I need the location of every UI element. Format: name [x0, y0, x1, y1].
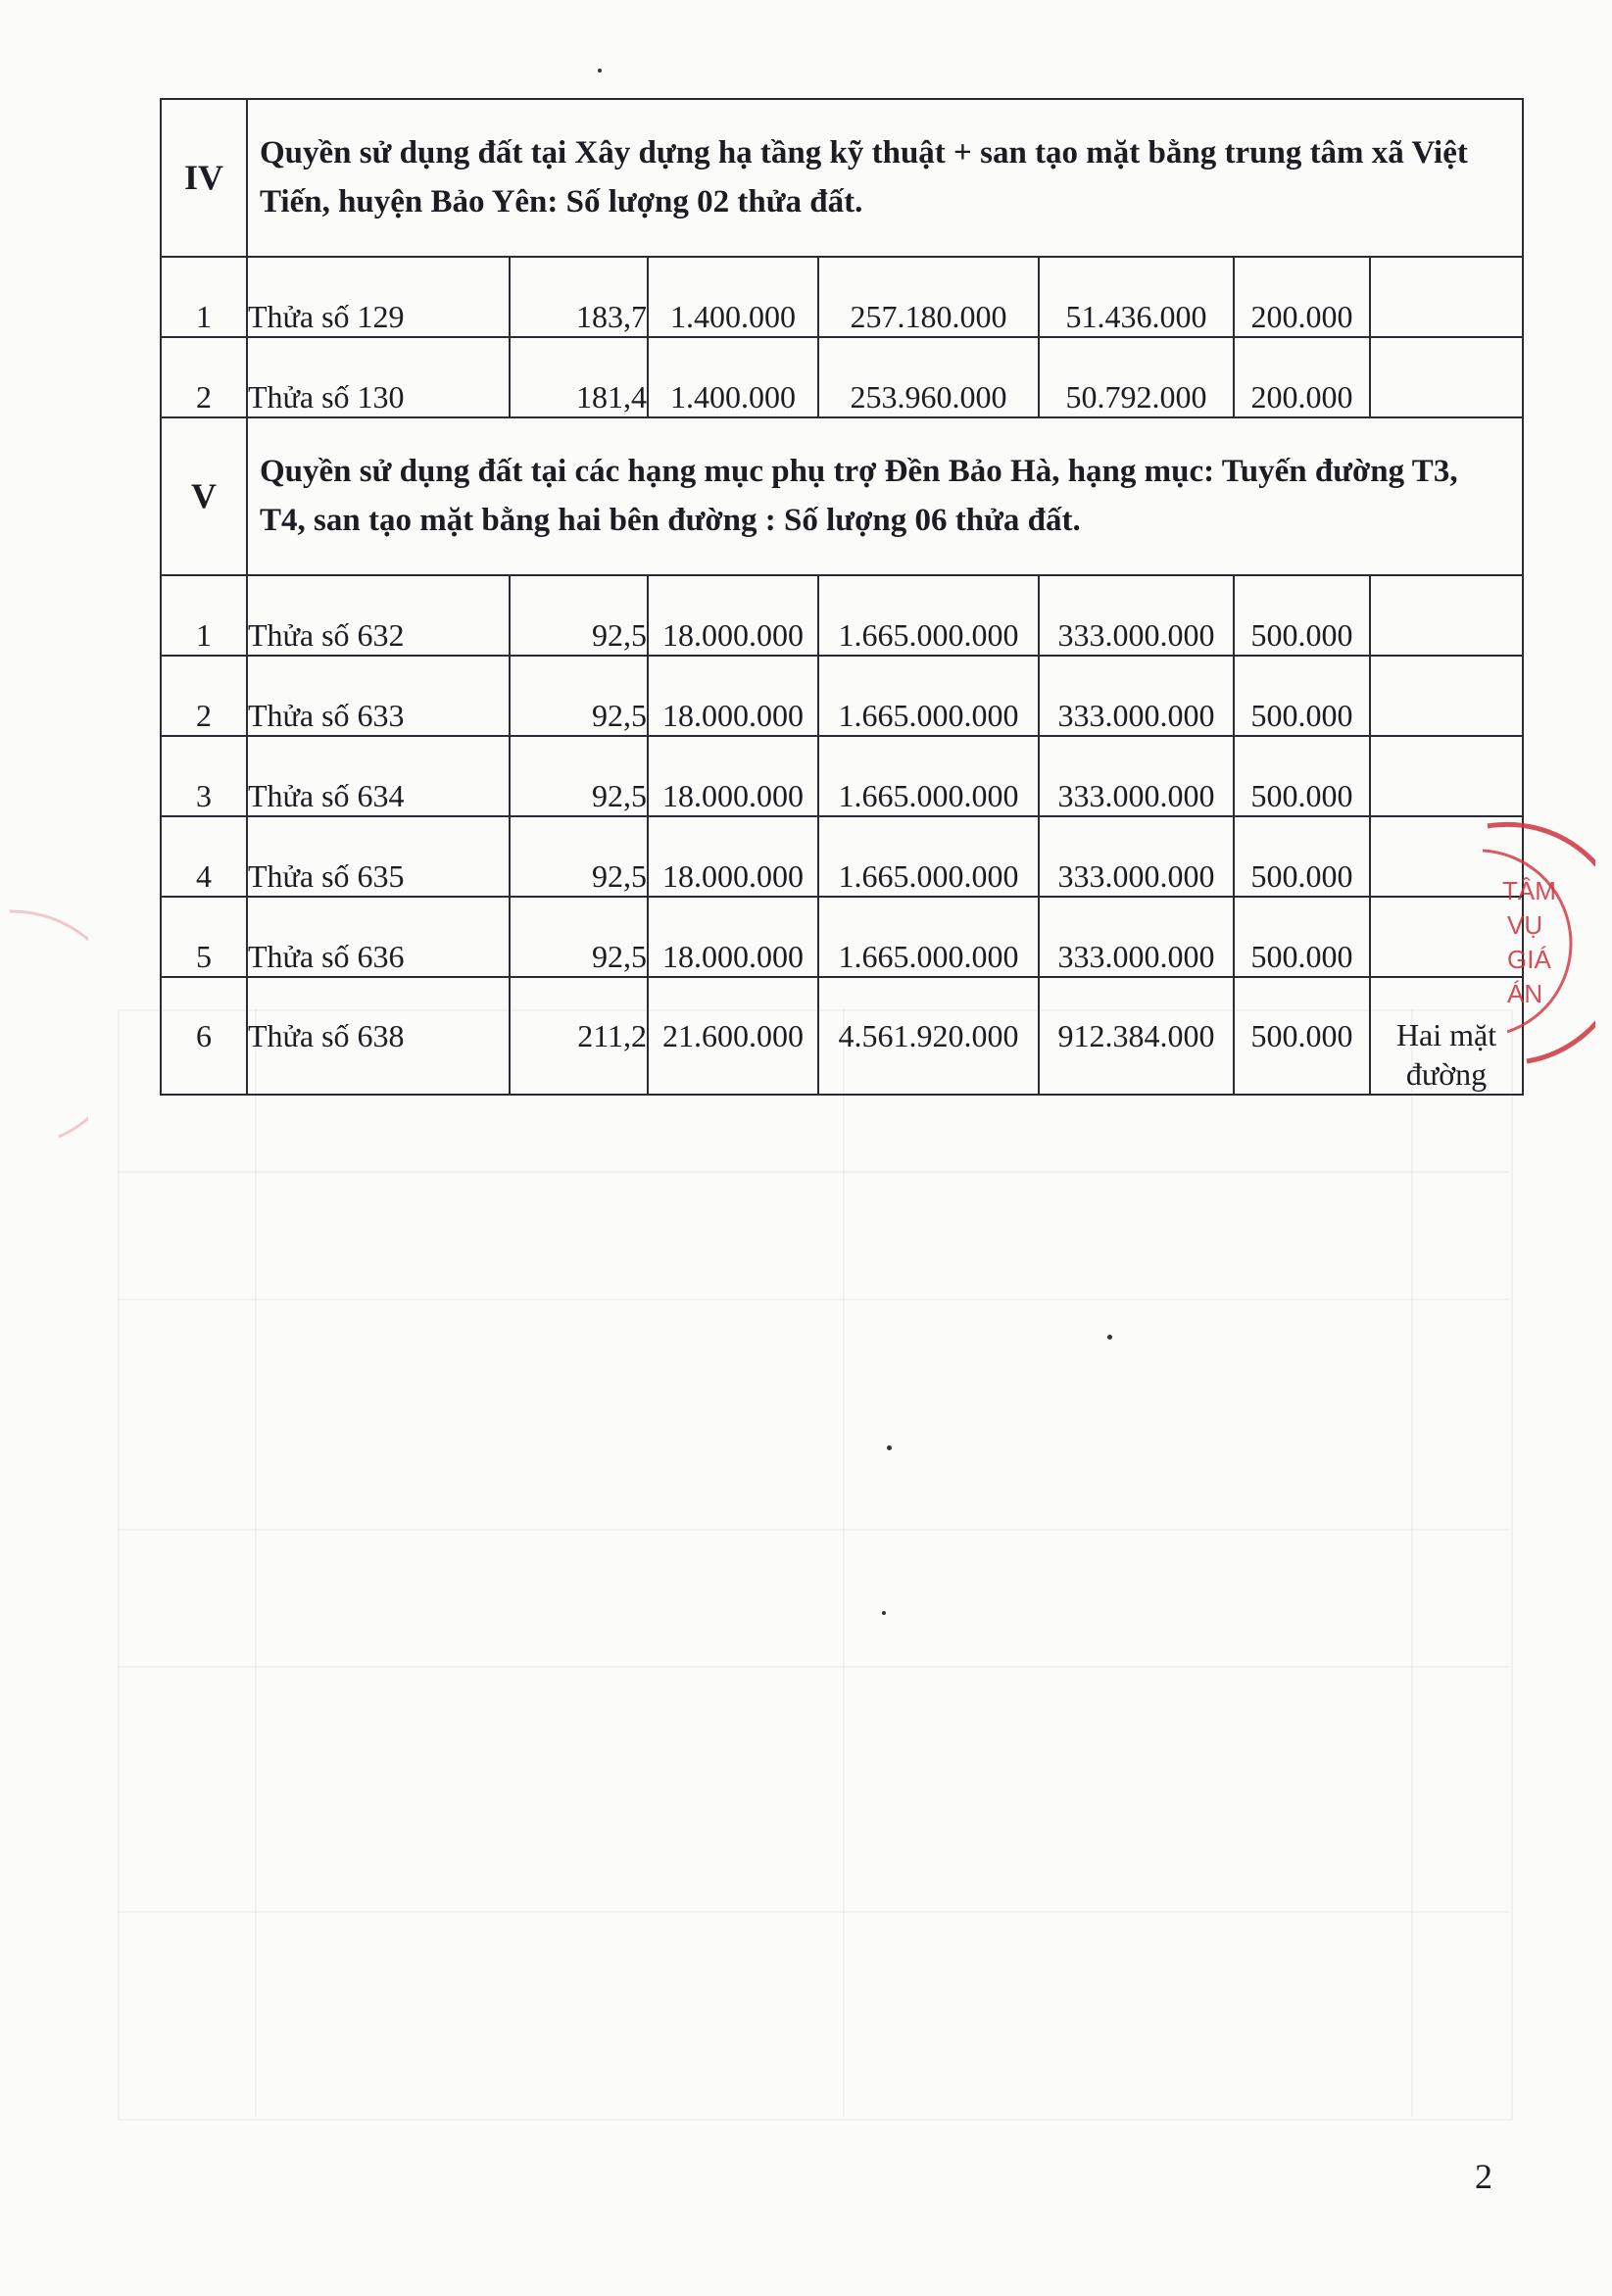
scan-speck — [887, 1445, 892, 1450]
parcel-area: 92,5 — [510, 816, 648, 897]
table-row — [161, 816, 1523, 897]
starting-price: 1.665.000.000 — [818, 816, 1039, 897]
section-title: Quyền sử dụng đất tại Xây dựng hạ tầng kỹ thuật + san tạo mặt bằng trung tâm xã Việt Tiến, huyện Bảo Yên: Số lượng 02 thửa đất. — [247, 99, 1523, 257]
table-row — [161, 897, 1523, 977]
scan-speck — [598, 69, 602, 73]
unit-price: 18.000.000 — [648, 816, 818, 897]
bleed-through-line — [118, 1298, 1509, 1300]
section-title: Quyền sử dụng đất tại các hạng mục phụ trợ Đền Bảo Hà, hạng mục: Tuyến đường T3, T4, san tạo mặt bằng hai bên đường : Số lượng 06 thửa đất. — [247, 417, 1523, 575]
section-header-row — [161, 417, 1523, 575]
unit-price: 21.600.000 — [648, 977, 818, 1095]
bleed-through-table — [118, 1009, 1513, 2121]
deposit-amount: 333.000.000 — [1039, 656, 1234, 736]
bleed-through-line — [118, 1171, 1509, 1173]
seal-text: ÁN — [1507, 979, 1543, 1008]
seal-text: GIÁ — [1507, 945, 1551, 974]
table-row — [161, 337, 1523, 417]
row-note — [1370, 736, 1523, 816]
dossier-fee: 500.000 — [1234, 816, 1370, 897]
deposit-amount: 912.384.000 — [1039, 977, 1234, 1095]
parcel-area: 92,5 — [510, 897, 648, 977]
bleed-through-line — [1411, 1009, 1413, 2117]
row-note — [1370, 337, 1523, 417]
parcel-name: Thửa số 636 — [247, 897, 510, 977]
starting-price: 1.665.000.000 — [818, 897, 1039, 977]
scan-speck — [1107, 1335, 1112, 1340]
parcel-area: 181,4 — [510, 337, 648, 417]
dossier-fee: 500.000 — [1234, 977, 1370, 1095]
deposit-amount: 333.000.000 — [1039, 736, 1234, 816]
row-index: 2 — [161, 337, 247, 417]
table-row — [161, 575, 1523, 656]
parcel-area: 92,5 — [510, 575, 648, 656]
deposit-amount: 333.000.000 — [1039, 575, 1234, 656]
section-roman-numeral: IV — [161, 99, 247, 257]
table-row — [161, 656, 1523, 736]
dossier-fee: 500.000 — [1234, 897, 1370, 977]
unit-price: 18.000.000 — [648, 656, 818, 736]
parcel-name: Thửa số 638 — [247, 977, 510, 1095]
table-row — [161, 736, 1523, 816]
scan-speck — [882, 1611, 886, 1615]
row-index: 3 — [161, 736, 247, 816]
parcel-name: Thửa số 130 — [247, 337, 510, 417]
seal-text: TÂM — [1502, 876, 1556, 905]
parcel-name: Thửa số 632 — [247, 575, 510, 656]
deposit-amount: 51.436.000 — [1039, 257, 1234, 337]
row-index: 1 — [161, 575, 247, 656]
parcel-area: 92,5 — [510, 656, 648, 736]
parcel-area: 211,2 — [510, 977, 648, 1095]
unit-price: 18.000.000 — [648, 575, 818, 656]
deposit-amount: 333.000.000 — [1039, 897, 1234, 977]
page-number: 2 — [1475, 2157, 1492, 2196]
parcel-area: 183,7 — [510, 257, 648, 337]
dossier-fee: 200.000 — [1234, 337, 1370, 417]
row-note: Hai mặt đường — [1370, 977, 1523, 1095]
parcel-name: Thửa số 633 — [247, 656, 510, 736]
dossier-fee: 500.000 — [1234, 736, 1370, 816]
row-index: 1 — [161, 257, 247, 337]
starting-price: 1.665.000.000 — [818, 575, 1039, 656]
row-index: 2 — [161, 656, 247, 736]
starting-price: 1.665.000.000 — [818, 736, 1039, 816]
bleed-through-line — [118, 1529, 1509, 1531]
bleed-through-line — [118, 1911, 1509, 1913]
bleed-through-line — [118, 1666, 1509, 1668]
left-edge-seal-fragment — [0, 902, 88, 1147]
row-note — [1370, 575, 1523, 656]
row-index: 4 — [161, 816, 247, 897]
starting-price: 253.960.000 — [818, 337, 1039, 417]
land-auction-table — [160, 98, 1524, 1096]
row-note — [1370, 656, 1523, 736]
dossier-fee: 500.000 — [1234, 575, 1370, 656]
row-index: 5 — [161, 897, 247, 977]
parcel-name: Thửa số 634 — [247, 736, 510, 816]
unit-price: 18.000.000 — [648, 736, 818, 816]
starting-price: 4.561.920.000 — [818, 977, 1039, 1095]
seal-text: VỤ — [1507, 910, 1543, 940]
bleed-through-line — [843, 1009, 845, 2117]
table-row — [161, 257, 1523, 337]
section-roman-numeral: V — [161, 417, 247, 575]
starting-price: 257.180.000 — [818, 257, 1039, 337]
unit-price: 1.400.000 — [648, 337, 818, 417]
unit-price: 18.000.000 — [648, 897, 818, 977]
parcel-name: Thửa số 129 — [247, 257, 510, 337]
deposit-amount: 50.792.000 — [1039, 337, 1234, 417]
parcel-name: Thửa số 635 — [247, 816, 510, 897]
row-note — [1370, 257, 1523, 337]
section-header-row — [161, 99, 1523, 257]
unit-price: 1.400.000 — [648, 257, 818, 337]
dossier-fee: 200.000 — [1234, 257, 1370, 337]
table-row — [161, 977, 1523, 1095]
bleed-through-line — [255, 1009, 257, 2117]
official-seal-stamp — [1390, 821, 1595, 1066]
parcel-area: 92,5 — [510, 736, 648, 816]
starting-price: 1.665.000.000 — [818, 656, 1039, 736]
deposit-amount: 333.000.000 — [1039, 816, 1234, 897]
dossier-fee: 500.000 — [1234, 656, 1370, 736]
row-index: 6 — [161, 977, 247, 1095]
